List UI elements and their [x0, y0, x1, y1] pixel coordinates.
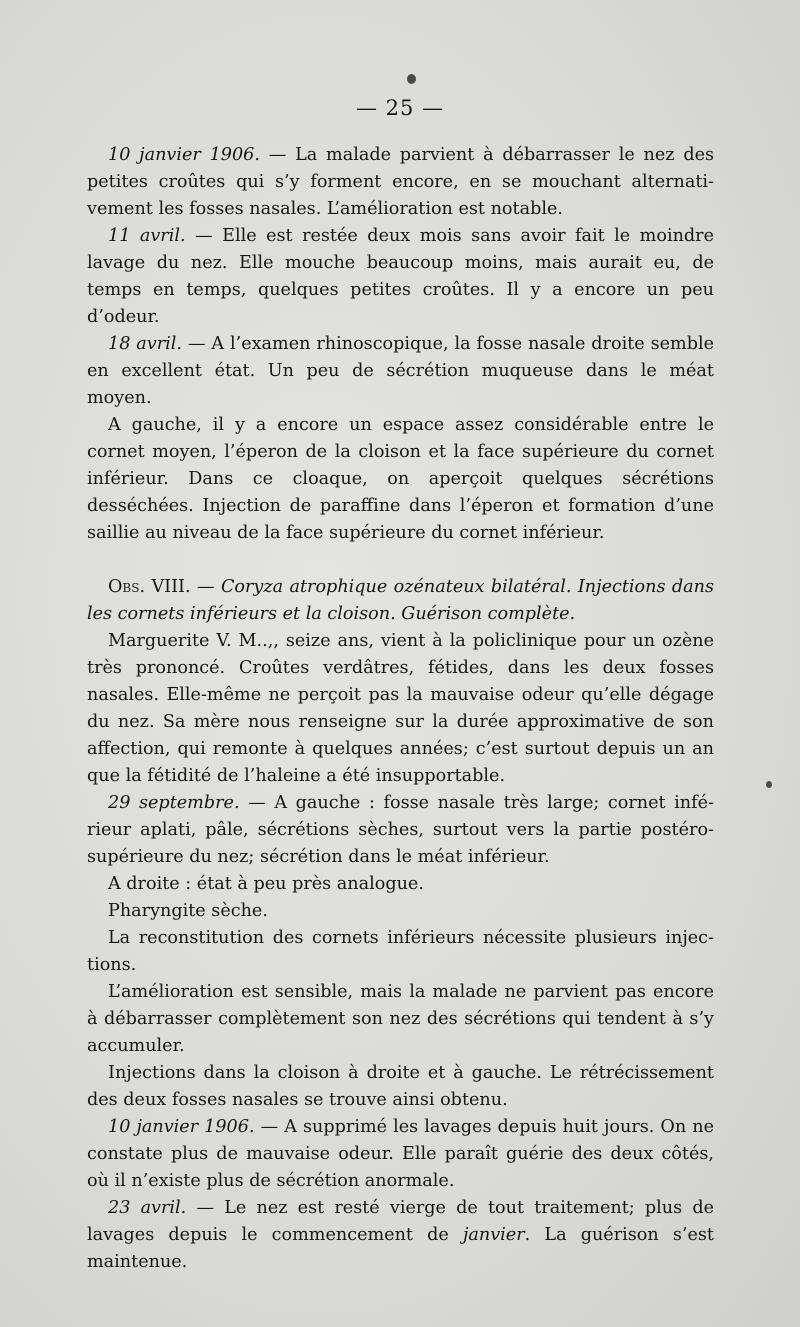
paragraph	[87, 871, 714, 898]
paragraph-text: L’amélioration est sensible, mais la malade ne parvient pas encore à débarrasser complètement son nez des sécrétions qui tendent à s’y accumuler.	[87, 982, 714, 1056]
entry-date: 18 avril.	[108, 334, 182, 354]
paragraph-text: Injections dans la cloison à droite et à gauche. Le rétrécissement des deux fosses nasales se trouve ainsi obtenu.	[87, 1063, 714, 1110]
observation-heading	[87, 574, 714, 628]
paragraph-text: Pharyngite sèche.	[108, 901, 268, 921]
paragraph	[87, 331, 714, 412]
em-dash: —	[186, 1198, 225, 1218]
em-dash: —	[254, 1117, 285, 1137]
em-dash: —	[185, 226, 223, 246]
page-number: — 25 —	[355, 96, 445, 120]
entry-date: 10 janvier 1906.	[108, 145, 260, 165]
entry-date: 10 janvier 1906.	[108, 1117, 255, 1137]
body-text	[87, 142, 714, 1276]
paragraph-text: Le nez est resté vierge de tout traitement; plus de lavages depuis le commencement de	[87, 1198, 715, 1245]
paragraph	[87, 1195, 714, 1276]
observation-title: Coryza atrophique ozénateux bilatéral. Injections dans les cornets inférieurs et la cloison. Guérison complète.	[87, 577, 714, 624]
paragraph	[87, 1060, 714, 1114]
entry-date: 23 avril.	[108, 1198, 187, 1218]
paragraph-text: A l’examen rhinoscopique, la fosse nasale droite semble en excellent état. Un peu de sécrétion muqueuse dans le méat moyen.	[87, 334, 714, 408]
paragraph	[87, 898, 714, 925]
em-dash: —	[239, 793, 275, 813]
paragraph-text: Marguerite V. M..,, seize ans, vient à la policlinique pour un ozène très prononcé. Croûtes verdâtres, fétides, dans les deux fosses nasales. Elle-même ne perçoit pas la mauvaise odeur qu’elle dégage du nez. Sa mère nous renseigne sur la durée approximative de son affection, qui remonte à quelques années; c’est surtout depuis un an que la fétidité de l’haleine a été insupportable.	[87, 631, 714, 786]
observation-label: Obs.	[108, 577, 146, 597]
paragraph-text: A supprimé les lavages depuis huit jours. On ne constate plus de mauvaise odeur. Elle paraît guérie des deux côtés, où il n’existe plus de sécrétion anormale.	[87, 1117, 714, 1191]
em-dash: —	[190, 577, 221, 597]
em-dash: —	[259, 145, 296, 165]
paragraph	[87, 790, 714, 871]
emphasized-word: janvier	[462, 1225, 525, 1245]
entry-date: 29 septembre.	[108, 793, 240, 813]
paragraph-text: A gauche : fosse nasale très large; cornet inférieur aplati, pâle, sécrétions sèches, surtout vers la partie postéro-supérieure du nez; sécrétion dans le méat inférieur.	[87, 793, 715, 867]
paragraph-text: A droite : état à peu près analogue.	[108, 874, 424, 894]
em-dash: —	[181, 334, 212, 354]
paragraph	[87, 925, 714, 979]
paragraph-text: La reconstitution des cornets inférieurs nécessite plusieurs injections.	[87, 928, 714, 975]
paragraph-text: A gauche, il y a encore un espace assez considérable entre le cornet moyen, l’éperon de la cloison et la face supérieure du cornet inférieur. Dans ce cloaque, on aperçoit quelques sécrétions desséchées. Injection de paraffine dans l’éperon et formation d’une saillie au niveau de la face supérieure du cornet inférieur.	[87, 415, 714, 543]
ink-spot	[407, 74, 416, 84]
paragraph	[87, 223, 714, 331]
paragraph	[87, 412, 714, 547]
paragraph	[87, 1114, 714, 1195]
paragraph-text: La malade parvient à débarrasser le nez des petites croûtes qui s’y forment encore, en se mouchant alternativement les fosses nasales. L’amélioration est notable.	[87, 145, 715, 219]
paragraph-text: . La guérison s’est maintenue.	[87, 1225, 714, 1272]
entry-date: 11 avril.	[108, 226, 186, 246]
paragraph-text: Elle est restée deux mois sans avoir fait le moindre lavage du nez. Elle mouche beaucoup moins, mais aurait eu, de temps en temps, quelques petites croûtes. Il y a encore un peu d’odeur.	[87, 226, 715, 327]
observation-number: VIII.	[145, 577, 191, 597]
paragraph	[87, 979, 714, 1060]
paragraph	[87, 628, 714, 790]
paragraph	[87, 142, 714, 223]
ink-spot	[766, 781, 772, 788]
